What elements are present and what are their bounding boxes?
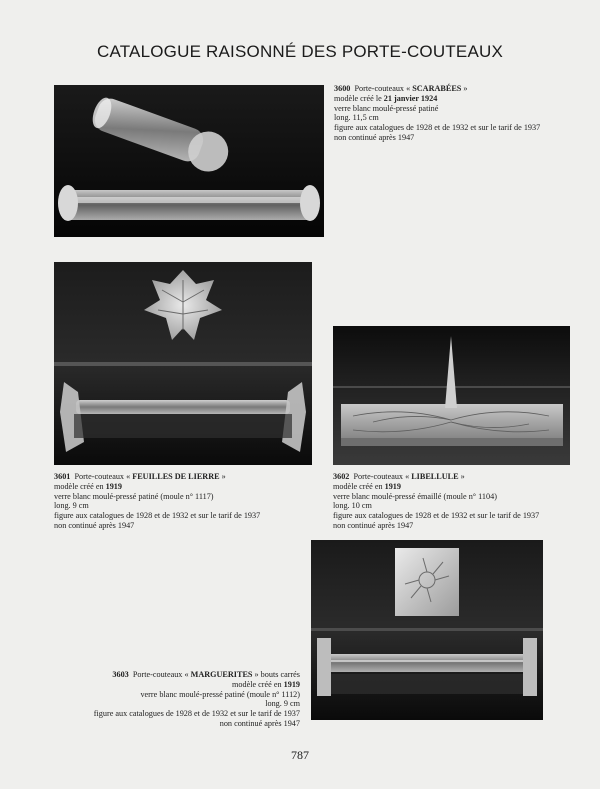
caption-3603: 3603 Porte-couteaux « MARGUERITES » bouts carrés modèle créé en 1919 verre blanc moulé-pressé patiné (moule n° 1112) long. 9 cm figure aux catalogues de 1928 et de 1932 et sur le tarif de 1937 non continué après 1947 xyxy=(93,670,300,728)
page-number: 787 xyxy=(291,748,309,762)
photo-scarabees xyxy=(54,85,324,237)
photo-feuilles-de-lierre xyxy=(54,262,312,465)
photo-libellule xyxy=(333,326,570,465)
caption-3601: 3601 Porte-couteaux « FEUILLES DE LIERRE » modèle créé en 1919 verre blanc moulé-pressé patiné (moule n° 1117) long. 9 cm figure aux catalogues de 1928 et de 1932 et sur le tarif de 1937 non continué après 1947 xyxy=(54,472,261,530)
caption-3600: 3600 Porte-couteaux « SCARABÉES » modèle créé le 21 janvier 1924 verre blanc moulé-pressé patiné long. 11,5 cm figure aux catalogues de 1928 et de 1932 et sur le tarif de 1937 non continué après 1947 xyxy=(334,84,541,142)
page-title: CATALOGUE RAISONNÉ DES PORTE-COUTEAUX xyxy=(96,42,504,61)
caption-3602: 3602 Porte-couteaux « LIBELLULE » modèle créé en 1919 verre blanc moulé-pressé émaillé (moule n° 1104) long. 10 cm figure aux catalogues de 1928 et de 1932 et sur le tarif de 1937 non continué après 1947 xyxy=(333,472,540,530)
photo-marguerites xyxy=(311,540,543,720)
